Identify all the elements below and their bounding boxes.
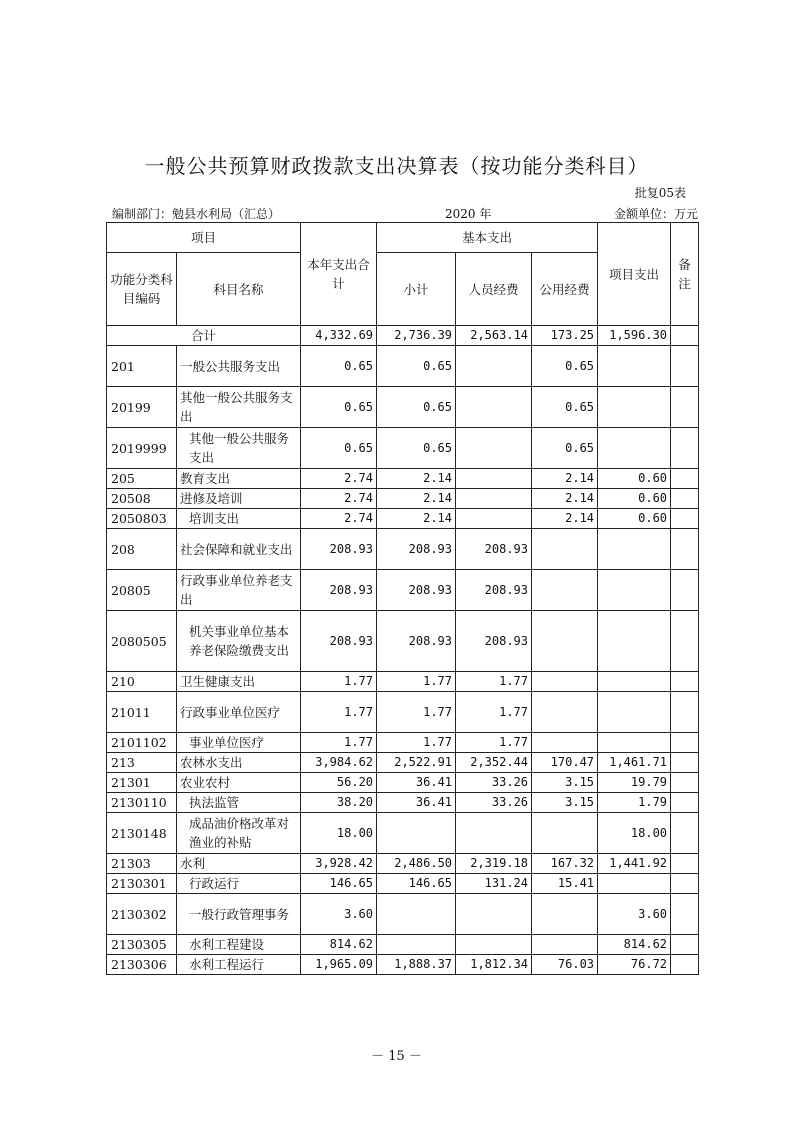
row-total: 1.77 — [301, 733, 377, 753]
row-code: 2130110 — [107, 793, 177, 813]
table-row — [107, 529, 699, 570]
total-row — [107, 326, 699, 346]
row-project: 1.79 — [598, 793, 671, 813]
row-subtotal: 2.14 — [377, 469, 456, 489]
row-total: 18.00 — [301, 813, 377, 854]
row-project — [598, 692, 671, 733]
table-body — [107, 326, 699, 975]
row-subtotal: 2,522.91 — [377, 753, 456, 773]
row-public: 15.41 — [532, 874, 598, 894]
row-name: 农林水支出 — [177, 753, 301, 773]
row-code: 20508 — [107, 489, 177, 509]
row-personnel — [456, 509, 532, 529]
row-name: 教育支出 — [177, 469, 301, 489]
row-note — [671, 570, 699, 611]
row-total: 38.20 — [301, 793, 377, 813]
total-project: 1,596.30 — [598, 326, 671, 346]
row-subtotal: 0.65 — [377, 387, 456, 428]
row-name: 行政运行 — [177, 874, 301, 894]
table-row — [107, 874, 699, 894]
row-name: 一般行政管理事务 — [177, 894, 301, 935]
table-row — [107, 935, 699, 955]
table-row — [107, 469, 699, 489]
row-project — [598, 874, 671, 894]
row-note — [671, 955, 699, 975]
department-label: 编制部门：勉县水利局（汇总） — [112, 207, 281, 221]
total-public: 173.25 — [532, 326, 598, 346]
row-subtotal: 1,888.37 — [377, 955, 456, 975]
row-subtotal: 36.41 — [377, 793, 456, 813]
row-personnel: 1.77 — [456, 692, 532, 733]
row-personnel — [456, 346, 532, 387]
row-code: 21303 — [107, 854, 177, 874]
row-public — [532, 692, 598, 733]
row-subtotal: 1.77 — [377, 672, 456, 692]
row-total: 1,965.09 — [301, 955, 377, 975]
row-subtotal: 2,486.50 — [377, 854, 456, 874]
row-project: 0.60 — [598, 489, 671, 509]
row-code: 2019999 — [107, 428, 177, 469]
row-note — [671, 733, 699, 753]
row-code: 21301 — [107, 773, 177, 793]
row-personnel: 1.77 — [456, 672, 532, 692]
row-code: 2130302 — [107, 894, 177, 935]
unit-label: 金额单位：万元 — [613, 207, 698, 221]
header-subtotal: 小计 — [377, 253, 456, 326]
row-project — [598, 570, 671, 611]
row-note — [671, 509, 699, 529]
row-total: 0.65 — [301, 346, 377, 387]
row-note — [671, 854, 699, 874]
row-total: 0.65 — [301, 428, 377, 469]
row-note — [671, 813, 699, 854]
row-note — [671, 894, 699, 935]
table-row — [107, 813, 699, 854]
row-code: 2101102 — [107, 733, 177, 753]
table-row — [107, 793, 699, 813]
row-code: 2130305 — [107, 935, 177, 955]
row-public — [532, 935, 598, 955]
row-total: 1.77 — [301, 672, 377, 692]
row-public: 167.32 — [532, 854, 598, 874]
row-name: 其他一般公共服务支出 — [177, 428, 301, 469]
row-name: 社会保障和就业支出 — [177, 529, 301, 570]
row-project — [598, 733, 671, 753]
row-total: 208.93 — [301, 529, 377, 570]
year-label: 2020 年 — [445, 207, 492, 221]
table-row — [107, 611, 699, 672]
row-public: 76.03 — [532, 955, 598, 975]
row-subtotal: 208.93 — [377, 611, 456, 672]
row-code: 2130301 — [107, 874, 177, 894]
row-project — [598, 529, 671, 570]
row-personnel: 33.26 — [456, 773, 532, 793]
row-note — [671, 773, 699, 793]
row-note — [671, 935, 699, 955]
row-total: 208.93 — [301, 611, 377, 672]
row-public — [532, 611, 598, 672]
row-project: 1,461.71 — [598, 753, 671, 773]
row-project: 0.60 — [598, 509, 671, 529]
row-subtotal: 2.14 — [377, 489, 456, 509]
row-subtotal: 208.93 — [377, 529, 456, 570]
row-project: 18.00 — [598, 813, 671, 854]
row-total: 3,928.42 — [301, 854, 377, 874]
row-name: 进修及培训 — [177, 489, 301, 509]
row-name: 水利工程建设 — [177, 935, 301, 955]
row-project: 814.62 — [598, 935, 671, 955]
row-public: 2.14 — [532, 509, 598, 529]
row-subtotal: 208.93 — [377, 570, 456, 611]
row-public: 3.15 — [532, 773, 598, 793]
row-note — [671, 469, 699, 489]
header-basic-exp: 基本支出 — [377, 223, 598, 253]
row-note — [671, 672, 699, 692]
header-project: 项目 — [107, 223, 301, 253]
row-project — [598, 346, 671, 387]
row-code: 213 — [107, 753, 177, 773]
row-public: 3.15 — [532, 793, 598, 813]
row-note — [671, 529, 699, 570]
row-personnel — [456, 469, 532, 489]
row-personnel: 1,812.34 — [456, 955, 532, 975]
row-name: 培训支出 — [177, 509, 301, 529]
row-note — [671, 753, 699, 773]
table-row — [107, 955, 699, 975]
row-name: 水利工程运行 — [177, 955, 301, 975]
row-code: 20805 — [107, 570, 177, 611]
table-row — [107, 672, 699, 692]
total-personnel: 2,563.14 — [456, 326, 532, 346]
table-row — [107, 346, 699, 387]
total-note — [671, 326, 699, 346]
row-public — [532, 672, 598, 692]
table-row — [107, 489, 699, 509]
row-project: 1,441.92 — [598, 854, 671, 874]
row-personnel — [456, 894, 532, 935]
row-total: 146.65 — [301, 874, 377, 894]
row-personnel: 2,352.44 — [456, 753, 532, 773]
row-public — [532, 570, 598, 611]
row-total: 2.74 — [301, 489, 377, 509]
row-personnel — [456, 428, 532, 469]
header-note: 备注 — [671, 223, 699, 326]
table-row — [107, 894, 699, 935]
row-total: 0.65 — [301, 387, 377, 428]
header-subject-name: 科目名称 — [177, 253, 301, 326]
row-project — [598, 428, 671, 469]
row-code: 2130148 — [107, 813, 177, 854]
row-code: 2080505 — [107, 611, 177, 672]
row-project — [598, 611, 671, 672]
row-note — [671, 428, 699, 469]
row-subtotal: 36.41 — [377, 773, 456, 793]
table-row — [107, 753, 699, 773]
header-project-exp: 项目支出 — [598, 223, 671, 326]
table-row — [107, 733, 699, 753]
row-subtotal: 0.65 — [377, 428, 456, 469]
row-subtotal: 2.14 — [377, 509, 456, 529]
header-func-code: 功能分类科目编码 — [107, 253, 177, 326]
row-public — [532, 529, 598, 570]
row-personnel: 208.93 — [456, 529, 532, 570]
row-public — [532, 733, 598, 753]
row-project — [598, 387, 671, 428]
table-row — [107, 570, 699, 611]
row-personnel: 1.77 — [456, 733, 532, 753]
row-note — [671, 387, 699, 428]
row-code: 2130306 — [107, 955, 177, 975]
row-total: 814.62 — [301, 935, 377, 955]
row-code: 21011 — [107, 692, 177, 733]
row-code: 210 — [107, 672, 177, 692]
row-personnel — [456, 813, 532, 854]
row-public: 0.65 — [532, 428, 598, 469]
row-name: 行政事业单位医疗 — [177, 692, 301, 733]
row-personnel: 131.24 — [456, 874, 532, 894]
row-subtotal — [377, 894, 456, 935]
row-subtotal: 1.77 — [377, 733, 456, 753]
page-title: 一般公共预算财政拨款支出决算表（按功能分类科目） — [144, 154, 649, 178]
row-subtotal: 0.65 — [377, 346, 456, 387]
row-code: 208 — [107, 529, 177, 570]
row-project: 3.60 — [598, 894, 671, 935]
row-code: 205 — [107, 469, 177, 489]
row-personnel — [456, 387, 532, 428]
row-name: 事业单位医疗 — [177, 733, 301, 753]
row-personnel — [456, 489, 532, 509]
row-total: 3.60 — [301, 894, 377, 935]
row-personnel: 208.93 — [456, 611, 532, 672]
table-row — [107, 387, 699, 428]
row-public: 2.14 — [532, 489, 598, 509]
header-total-exp: 本年支出合计 — [301, 223, 377, 326]
approval-number: 批复05表 — [634, 186, 686, 200]
expenditure-table — [106, 222, 699, 975]
row-code: 20199 — [107, 387, 177, 428]
row-total: 3,984.62 — [301, 753, 377, 773]
row-personnel: 2,319.18 — [456, 854, 532, 874]
row-personnel — [456, 935, 532, 955]
row-note — [671, 611, 699, 672]
row-name: 其他一般公共服务支出 — [177, 387, 301, 428]
row-project — [598, 672, 671, 692]
row-name: 农业农村 — [177, 773, 301, 793]
row-note — [671, 874, 699, 894]
table-row — [107, 692, 699, 733]
row-public — [532, 813, 598, 854]
row-subtotal: 1.77 — [377, 692, 456, 733]
row-public: 0.65 — [532, 346, 598, 387]
row-note — [671, 692, 699, 733]
row-note — [671, 489, 699, 509]
header-personnel: 人员经费 — [456, 253, 532, 326]
row-project: 0.60 — [598, 469, 671, 489]
row-name: 行政事业单位养老支出 — [177, 570, 301, 611]
table-row — [107, 509, 699, 529]
row-name: 成品油价格改革对渔业的补贴 — [177, 813, 301, 854]
row-project: 19.79 — [598, 773, 671, 793]
row-total: 2.74 — [301, 469, 377, 489]
row-total: 1.77 — [301, 692, 377, 733]
row-name: 卫生健康支出 — [177, 672, 301, 692]
row-total: 2.74 — [301, 509, 377, 529]
row-note — [671, 346, 699, 387]
total-subtotal: 2,736.39 — [377, 326, 456, 346]
row-note — [671, 793, 699, 813]
row-personnel: 33.26 — [456, 793, 532, 813]
row-total: 56.20 — [301, 773, 377, 793]
header-public-exp: 公用经费 — [532, 253, 598, 326]
row-name: 机关事业单位基本养老保险缴费支出 — [177, 611, 301, 672]
table-row — [107, 773, 699, 793]
row-personnel: 208.93 — [456, 570, 532, 611]
row-subtotal: 146.65 — [377, 874, 456, 894]
row-public: 0.65 — [532, 387, 598, 428]
row-project: 76.72 — [598, 955, 671, 975]
total-total: 4,332.69 — [301, 326, 377, 346]
table-row — [107, 428, 699, 469]
row-code: 2050803 — [107, 509, 177, 529]
row-subtotal — [377, 813, 456, 854]
row-name: 一般公共服务支出 — [177, 346, 301, 387]
page-number: － 15 － — [371, 1049, 422, 1064]
row-name: 水利 — [177, 854, 301, 874]
row-name: 执法监管 — [177, 793, 301, 813]
total-label: 合计 — [107, 326, 301, 346]
row-subtotal — [377, 935, 456, 955]
row-public: 170.47 — [532, 753, 598, 773]
table-row — [107, 854, 699, 874]
row-code: 201 — [107, 346, 177, 387]
row-public — [532, 894, 598, 935]
row-total: 208.93 — [301, 570, 377, 611]
row-public: 2.14 — [532, 469, 598, 489]
